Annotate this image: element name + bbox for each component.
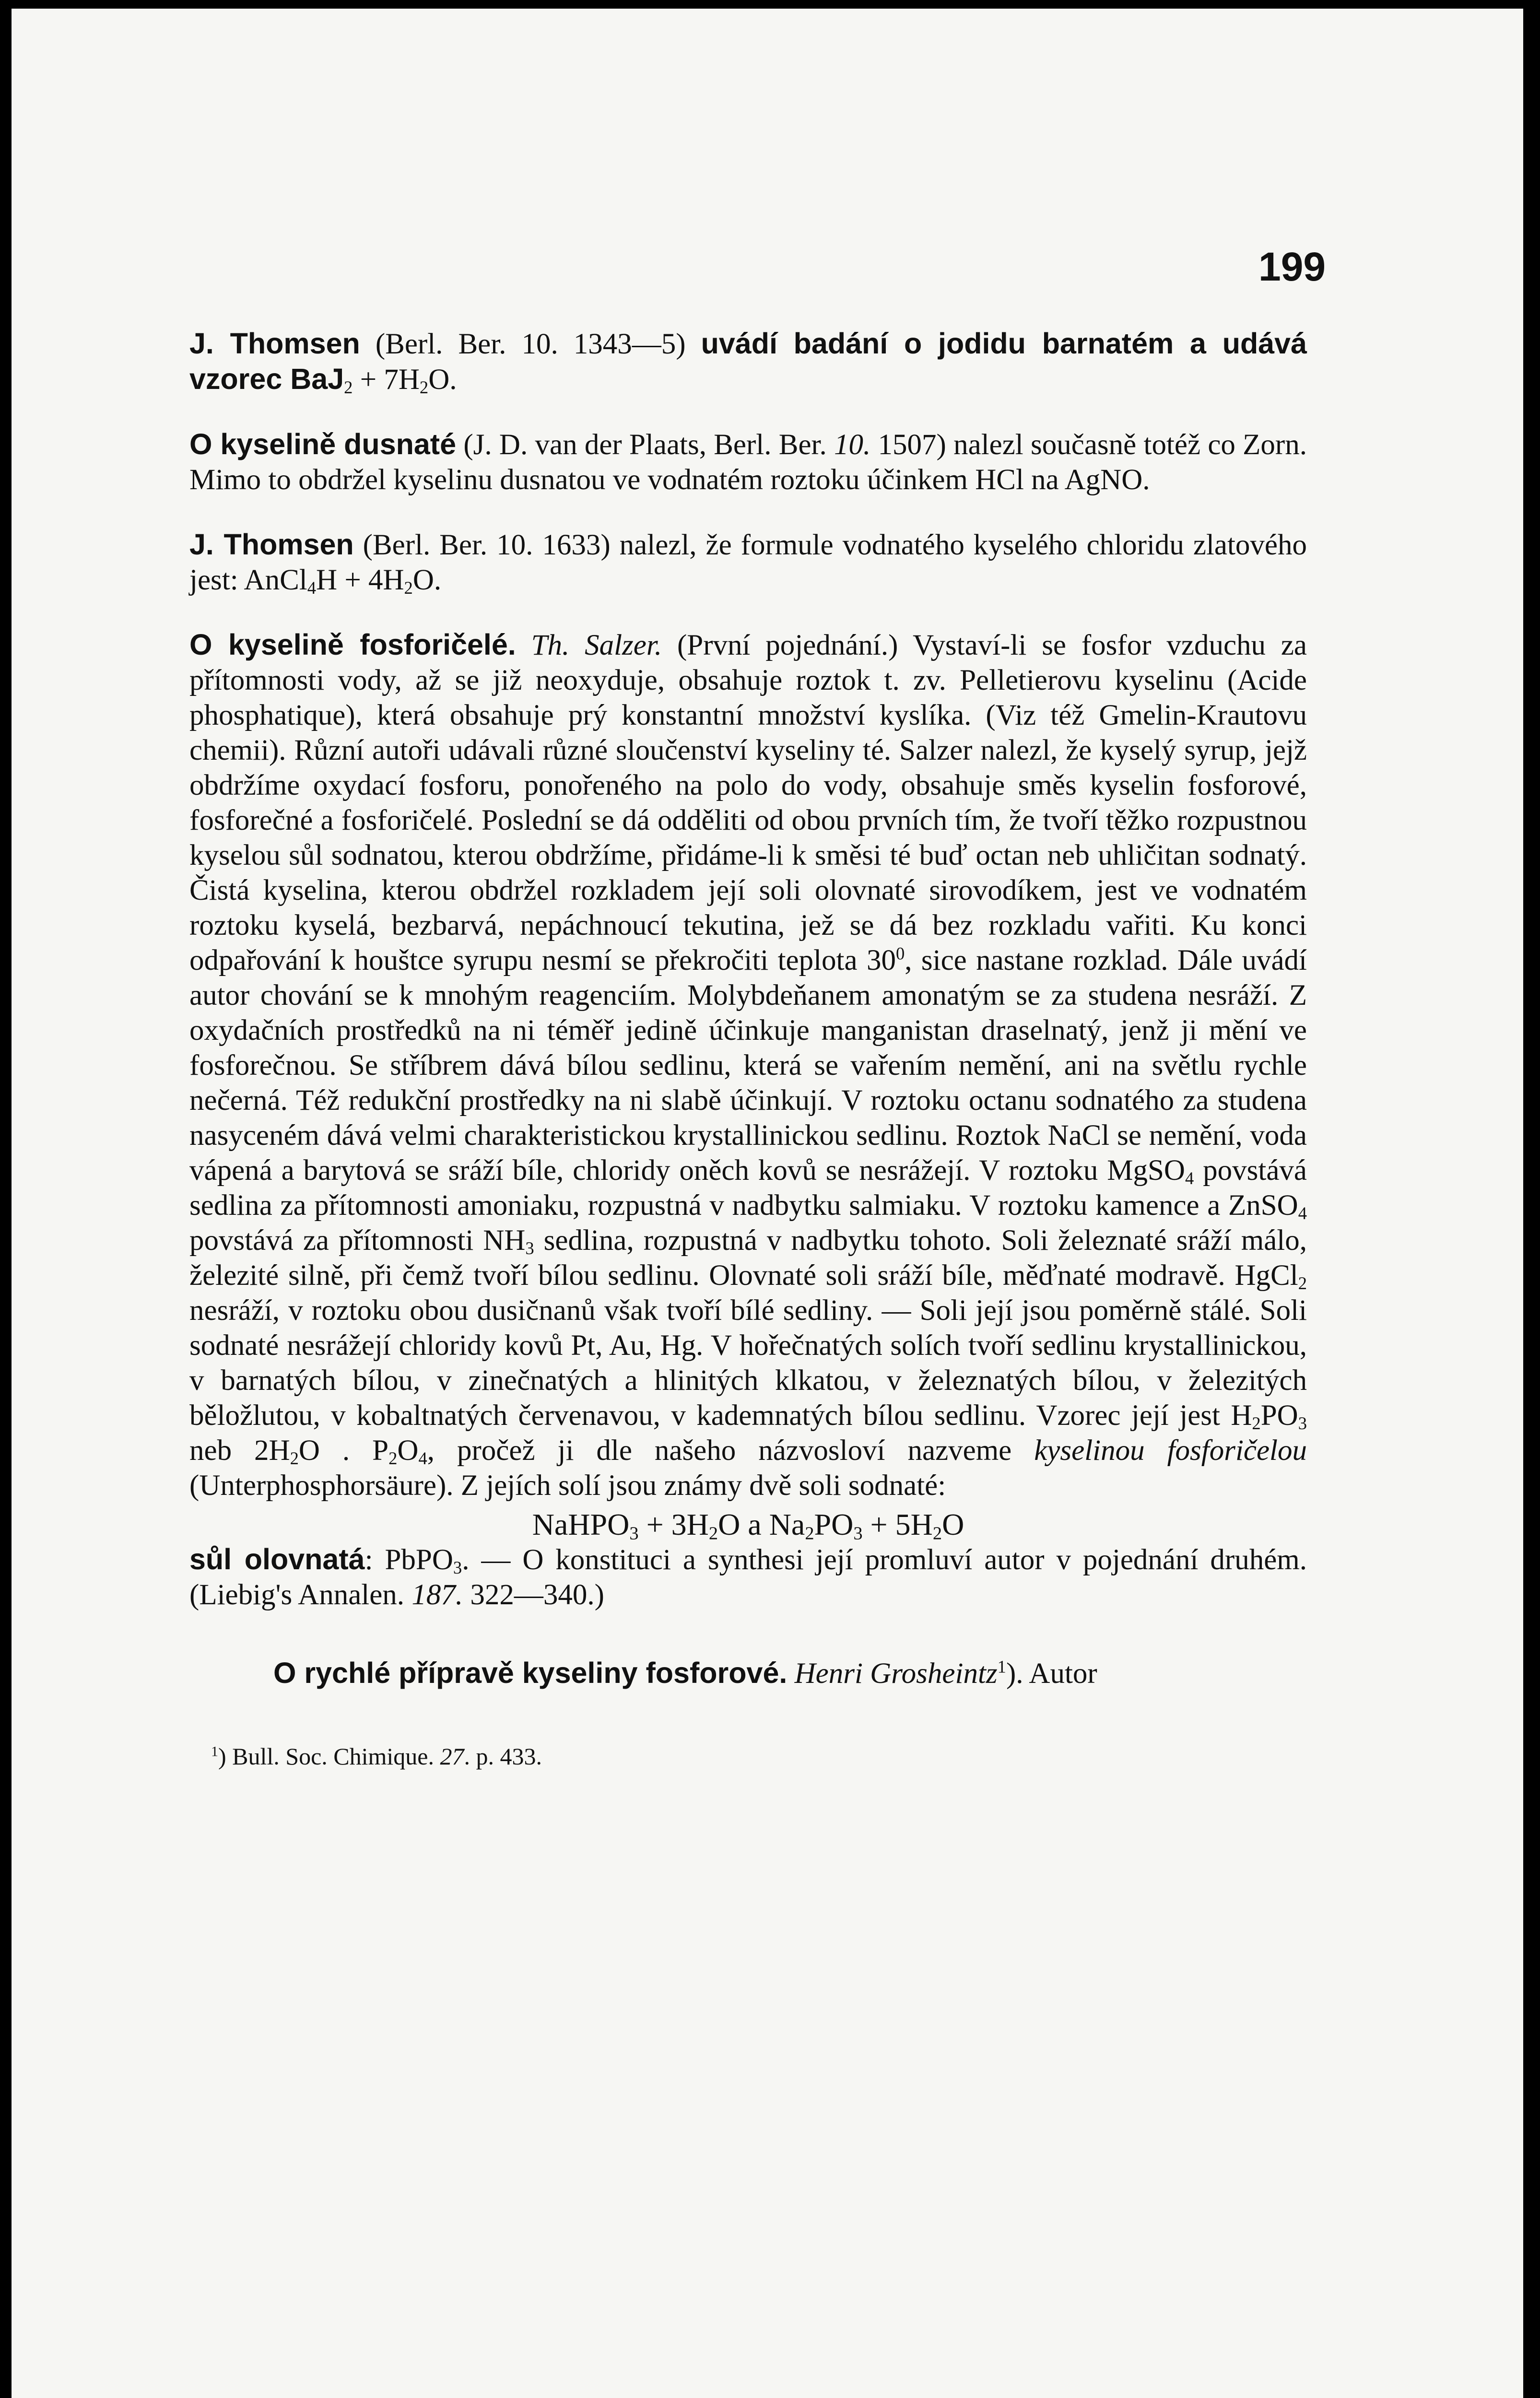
formula-sodium-salts: NaHPO$_3$ + $3H_2O$ a $Na_2PO_3 + 5H_2O$ (532, 1507, 964, 1544)
footnote: $^1$) Bull. Soc. Chimique. 27. p. 433. (211, 1743, 542, 1770)
paragraph-kyselina-fosforicela: O kyselině fosforičelé. Th. Salzer. (První pojednání.) Vystaví-li se fosfor vzduchu za přítomnosti vody, až se již neoxyduje, obsahuje roztok t. zv. Pelletierovu kyselinu (Acide phosphatique), která obsahuje prý konstantní množství kyslíka. (Viz též Gmelin-Krautovu chemii). Různí autoři udávali různé sloučenství kyseliny té. Salzer nalezl, že kyselý syrup, jejž obdržíme oxydací fosforu, ponořeného na polo do vody, obsahuje směs kyselin fosforové, fosforečné a fosforičelé. Poslední se dá odděliti od obou prvních tím, že tvoří těžko rozpustnou kyselou sůl sodnatou, kterou obdržíme, přidáme-li k směsi té buď octan neb uhličitan sodnatý. Čistá kyselina, kterou obdržel rozkladem její soli olovnaté sirovodíkem, jest ve vodnatém roztoku kyselá, bezbarvá, nepáchnoucí tekutina, jež se dá bez rozkladu vařiti. Ku konci odpařování k houštce syrupu nesmí se překročiti teplota $30^0$, sice nastane rozklad. Dále uvádí autor chování se k mnohým reagenciím. Molybdeňanem amonatým se za studena nesráží. Z oxydačních prostředků na ni téměř jedině účinkuje manganistan draselnatý, jenž ji mění ve fosforečnou. Se stříbrem dává bílou sedlinu, která se vařením nemění, ani na světlu rychle nečerná. Též redukční prostředky na ni slabě účinkují. V roztoku octanu sodnatého za studena nasyceném dává velmi charakteristickou krystallinickou sedlinu. Roztok NaCl se nemění, voda vápená a barytová se sráží bíle, chloridy oněch kovů se nesrážejí. V roztoku MgSO$_4$ povstává sedlina za přítomnosti amoniaku, rozpustná v nadbytku salmiaku. V roztoku kamence a ZnSO$_4$ povstává za přítomnosti $NH_3$ sedlina, rozpustná v nadbytku tohoto. Soli železnaté sráží málo, železité silně, při čemž tvoří bílou sedlinu. Olovnaté soli sráží bíle, měďnaté modravě. HgCl$_2$ nesráží, v roztoku obou dusičnanů však tvoří bílé sedliny. — Soli její jsou poměrně stálé. Soli sodnaté nesrážejí chloridy kovů Pt, Au, Hg. V hořečnatých solích tvoří sedlinu krystallinickou, v barnatých bílou, v zinečnatých a hlinitých klkatou, v železnatých bílou, v železitých běložlutou, v kobaltnatých červenavou, v kademnatých bílou sedlinu. Vzorec její jest $H_2PO_3$ neb $2H_2O$ . $P_2O_4$, pročež ji dle našeho názvosloví nazveme kyselinou fosforičelou (Unterphosphorsäure). Z jejích solí jsou známy dvě soli sodnaté: (189, 628, 1307, 1502)
body-text (189, 326, 1307, 1804)
paragraph-sul-olovnata: sůl olovnatá: PbPO$_3$. — O konstituci a synthesi její promluví autor v pojednání druhém. (Liebig's Annalen. 187. 322—340.) (189, 1543, 1307, 1611)
page-number: 199 (1258, 244, 1326, 289)
paragraph-thomsen-jodid: J. Thomsen (Berl. Ber. 10. 1343—5) uvádí badání o jodidu barnatém a udává vzorec $BaJ_2 + 7H_2O$. (189, 327, 1307, 398)
section-heading-rychla-priprava: O rychlé přípravě kyseliny fosforové. Henri Grosheintz$^1$). Autor (273, 1657, 1097, 1690)
paragraph-kyselina-dusnata: O kyselině dusnaté (J. D. van der Plaats, Berl. Ber. 10. 1507) nalezl současně totéž co Zorn. Mimo to obdržel kyselinu dusnatou ve vodnatém roztoku účinkem HCl na AgNO. (189, 428, 1307, 496)
paragraph-thomsen-chlorid: J. Thomsen (Berl. Ber. 10. 1633) nalezl, že formule vodnatého kyselého chloridu zlatového jest: AnCl$_4$H + $4H_2O$. (189, 528, 1307, 598)
